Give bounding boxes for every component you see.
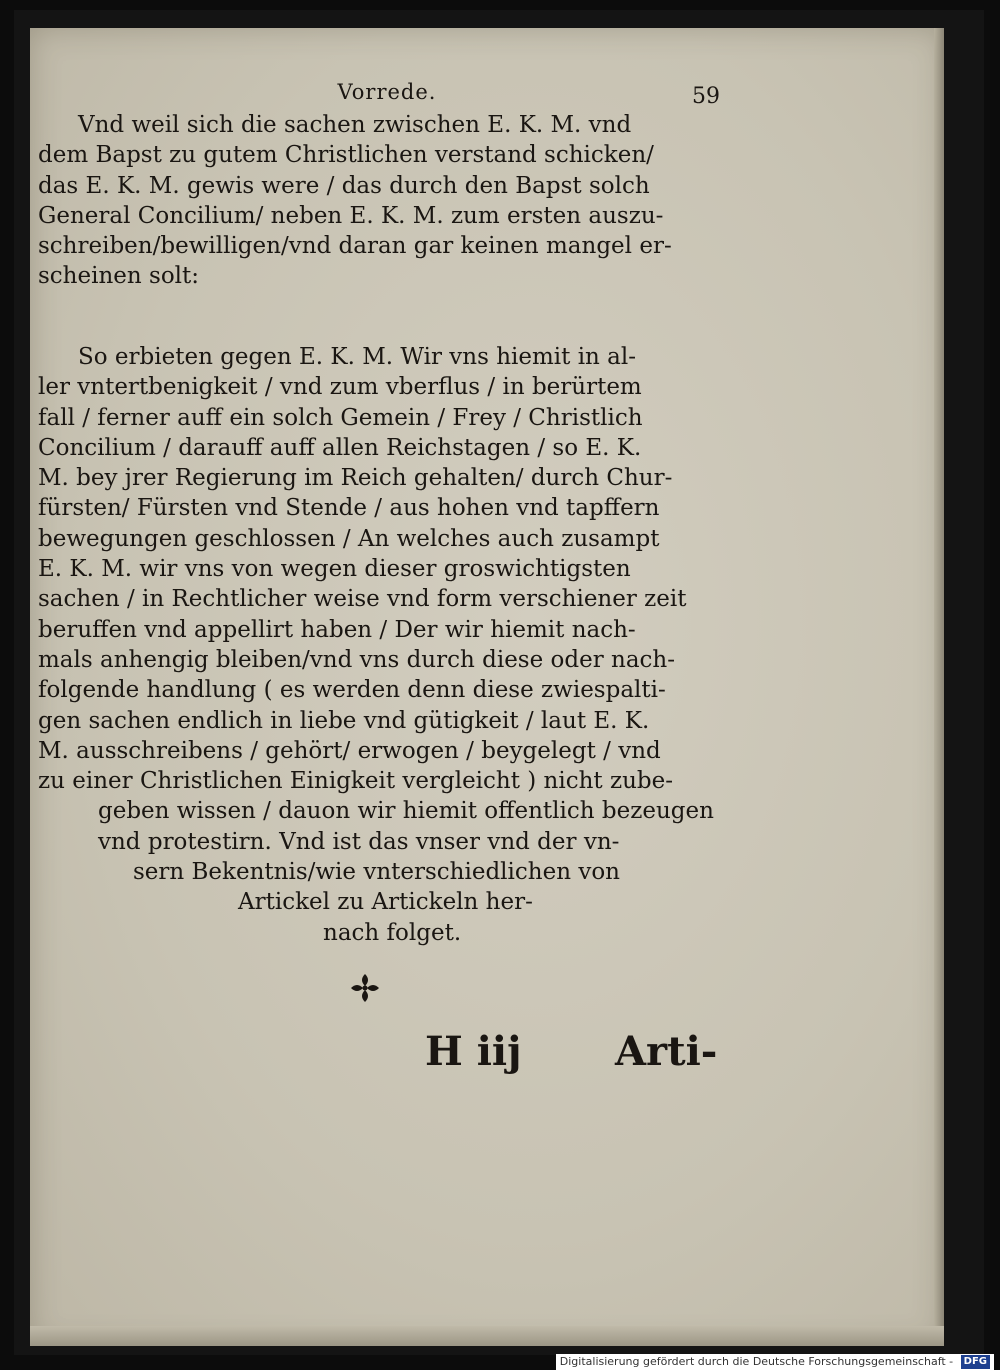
text-line: M. bey jrer Regierung im Reich gehalten/ durch Chur- — [38, 465, 673, 492]
text-line: fall / ferner auff ein solch Gemein / Frey / Christlich — [38, 404, 643, 431]
text-line: das E. K. M. gewis were / das durch den Bapst solch — [38, 172, 650, 199]
text-line: Vnd weil sich die sachen zwischen E. K. M. vnd — [78, 112, 632, 138]
text-line: ler vntertbenigkeit / vnd zum vberflus / in berürtem — [38, 374, 642, 401]
digitization-footer — [556, 1354, 994, 1370]
text-line: nach folget. — [323, 919, 462, 946]
text-line: M. ausschreibens / gehört/ erwogen / beygelegt / vnd — [38, 737, 661, 764]
signature-mark: H iij — [425, 1028, 522, 1075]
text-line: sachen / in Rechtlicher weise vnd form verschiener zeit — [38, 586, 687, 613]
catchword: Arti- — [615, 1028, 718, 1075]
text-line: folgende handlung ( es werden denn diese zwiespalti- — [38, 677, 666, 704]
text-line: sern Bekentnis/wie vnterschiedlichen von — [133, 859, 620, 886]
text-line: Artickel zu Artickeln her- — [238, 889, 533, 916]
text-line: beruffen vnd appellirt haben / Der wir hiemit nach- — [38, 616, 636, 643]
page-number: 59 — [692, 84, 720, 109]
text-line: gen sachen endlich in liebe vnd gütigkeit / laut E. K. — [38, 707, 650, 734]
running-head: Vorrede. — [337, 80, 437, 104]
text-line: E. K. M. wir vns von wegen dieser groswichtigsten — [38, 556, 631, 583]
text-line: General Concilium/ neben E. K. M. zum ersten auszu- — [38, 202, 664, 229]
text-line: dem Bapst zu gutem Christlichen verstand schicken/ — [38, 142, 654, 169]
text-line: vnd protestirn. Vnd ist das vnser vnd der vn- — [98, 828, 620, 855]
page-edge-right — [934, 28, 944, 1346]
page-edge-bottom — [30, 1326, 944, 1346]
text-line: geben wissen / dauon wir hiemit offentlich bezeugen — [98, 798, 714, 825]
paragraph-2 — [38, 342, 718, 948]
text-line: bewegungen geschlossen / An welches auch zusampt — [38, 525, 660, 552]
text-line: Concilium / darauff auff allen Reichstagen / so E. K. — [38, 434, 642, 461]
text-line: scheinen solt: — [38, 263, 200, 290]
dfg-logo: DFG — [961, 1355, 990, 1369]
paragraph-1 — [38, 110, 718, 292]
text-line: mals anhengig bleiben/vnd vns durch diese oder nach- — [38, 646, 676, 673]
text-line: fürsten/ Fürsten vnd Stende / aus hohen vnd tapffern — [38, 495, 660, 522]
fleuron-ornament-icon — [345, 968, 385, 1008]
text-line: zu einer Christlichen Einigkeit vergleicht ) nicht zube- — [38, 768, 674, 795]
text-line: So erbieten gegen E. K. M. Wir vns hiemit in al- — [78, 344, 637, 370]
footer-text: Digitalisierung gefördert durch die Deutsche Forschungsgemeinschaft - — [559, 1355, 954, 1368]
text-line: schreiben/bewilligen/vnd daran gar keinen mangel er- — [38, 233, 672, 260]
